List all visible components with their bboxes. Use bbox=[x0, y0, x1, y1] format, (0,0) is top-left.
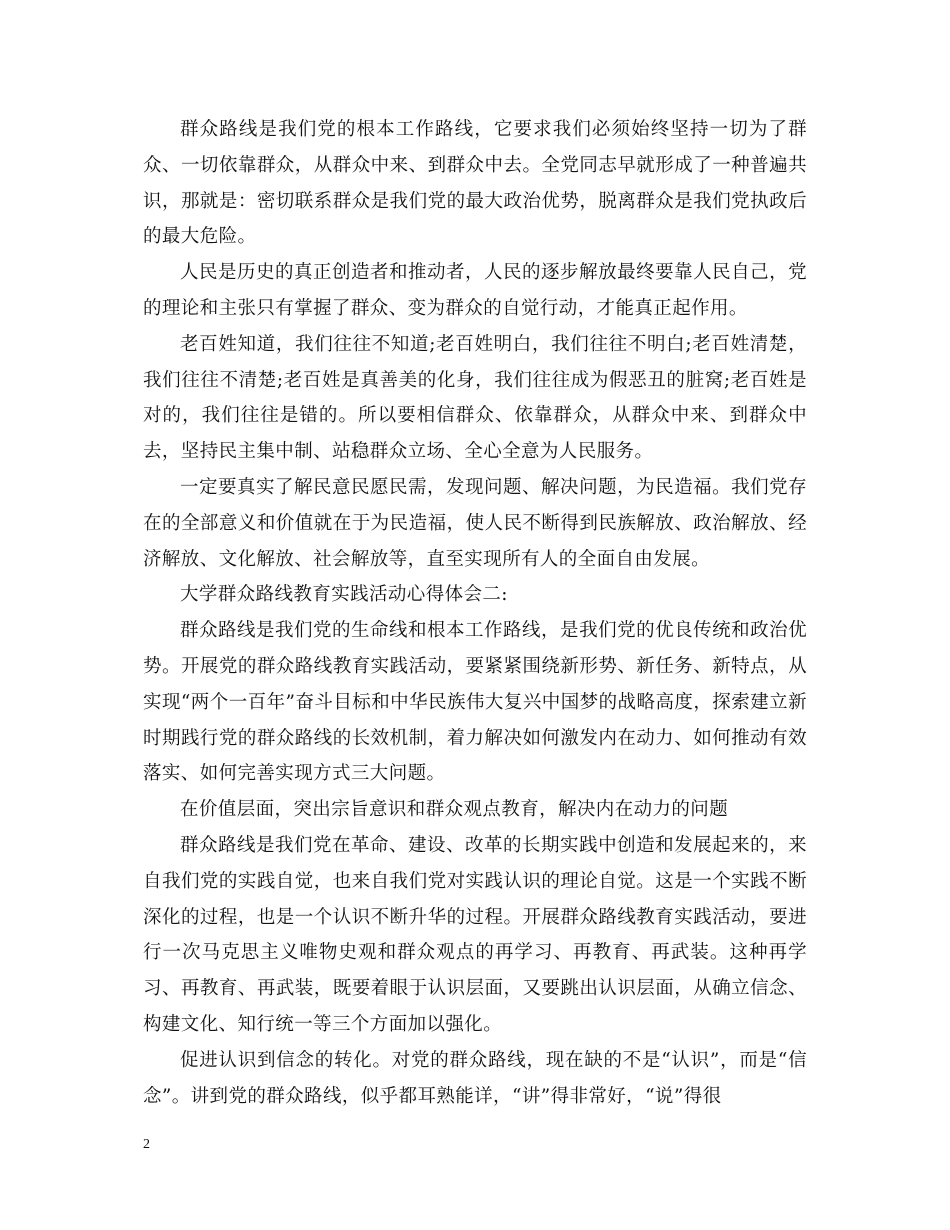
paragraph-7: 促进认识到信念的转化。对党的群众路线，现在缺的不是“认识”，而是“信念”。讲到党的群众路线，似乎都耳熟能详，“讲”得非常好，“说”得很 bbox=[143, 1049, 807, 1107]
paragraph-6: 群众路线是我们党在革命、建设、改革的长期实践中创造和发展起来的，来自我们党的实践自觉，也来自我们党对实践认识的理论自觉。这是一个实践不断深化的过程，也是一个认识不断升华的过程。开展群众路线教育实践活动，要进行一次马克思主义唯物史观和群众观点的再学习、再教育、再武装。这种再学习、再教育、再武装，既要着眼于认识层面，又要跳出认识层面，从确立信念、构建文化、知行统一等三个方面加以强化。 bbox=[143, 834, 807, 1035]
paragraph-3: 老百姓知道，我们往往不知道;老百姓明白，我们往往不明白;老百姓清楚，我们往往不清楚;老百姓是真善美的化身，我们往往成为假恶丑的脏窝;老百姓是对的，我们往往是错的。所以要相信群众、依靠群众，从群众中来、到群众中去，坚持民主集中制、站稳群众立场、全心全意为人民服务。 bbox=[143, 333, 807, 463]
section-heading: 大学群众路线教育实践活动心得体会二: bbox=[180, 584, 508, 606]
paragraph-1: 群众路线是我们党的根本工作路线，它要求我们必须始终坚持一切为了群众、一切依靠群众，从群众中来、到群众中去。全党同志早就形成了一种普遍共识，那就是：密切联系群众是我们党的最大政治优势，脱离群众是我们党执政后的最大危险。 bbox=[143, 119, 807, 248]
paragraph-2: 人民是历史的真正创造者和推动者，人民的逐步解放最终要靠人民自己，党的理论和主张只有掌握了群众、变为群众的自觉行动，才能真正起作用。 bbox=[143, 262, 807, 319]
subheading: 在价值层面，突出宗旨意识和群众观点教育，解决内在动力的问题 bbox=[180, 799, 729, 821]
paragraph-5: 群众路线是我们党的生命线和根本工作路线，是我们党的优良传统和政治优势。开展党的群众路线教育实践活动，要紧紧围绕新形势、新任务、新特点，从实现“两个一百年”奋斗目标和中华民族伟大复兴中国梦的战略高度，探索建立新时期践行党的群众路线的长效机制，着力解决如何激发内在动力、如何推动有效落实、如何完善实现方式三大问题。 bbox=[143, 620, 807, 785]
page-number: 2 bbox=[143, 1137, 150, 1152]
paragraph-4: 一定要真实了解民意民愿民需，发现问题、解决问题，为民造福。我们党存在的全部意义和价值就在于为民造福，使人民不断得到民族解放、政治解放、经济解放、文化解放、社会解放等，直至实现所有人的全面自由发展。 bbox=[143, 476, 807, 570]
document-body bbox=[143, 112, 807, 1114]
